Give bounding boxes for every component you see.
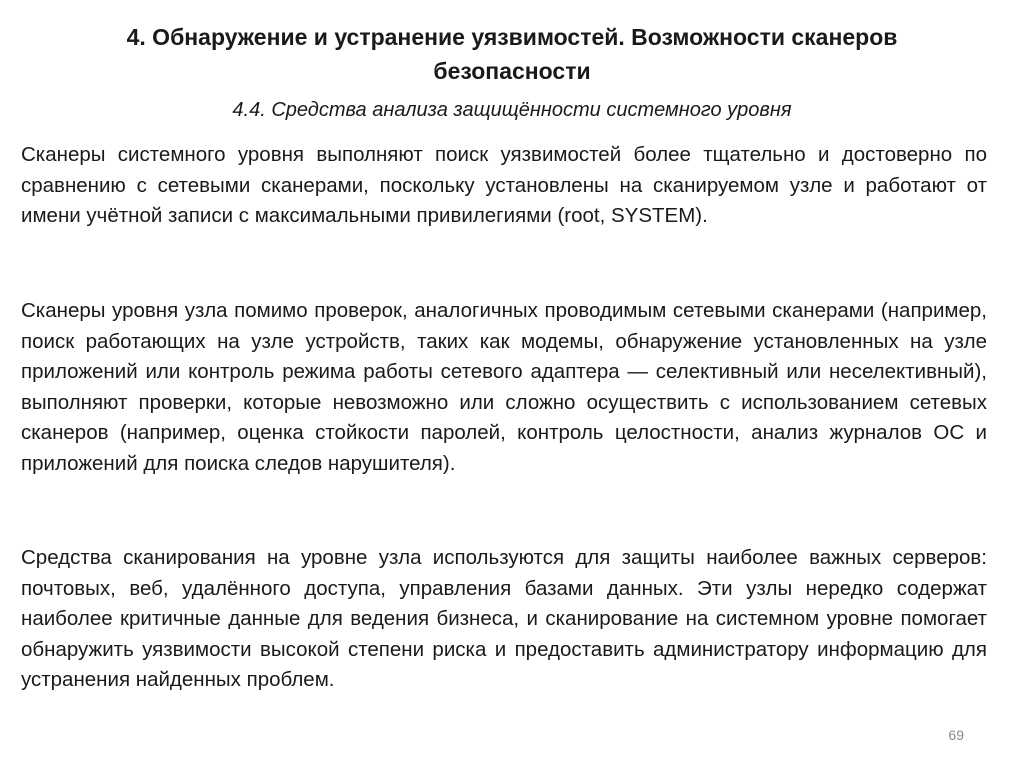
slide-title: 4. Обнаружение и устранение уязвимостей. Возможности сканеров безопасности [126,24,898,84]
paragraph-3: Средства сканирования на уровне узла используются для защиты наиболее важных серверов: почтовых, веб, удалённого доступа, управления базами данных. Эти узлы нередко содержат наиболее критичные данные для ведения бизнеса, и сканирование на системном уровне помогает обнаружить уязвимости высокой степени риска и предоставить администратору информацию для устранения найденных проблем. [21,546,987,692]
paragraph-2: Сканеры уровня узла помимо проверок, аналогичных проводимым сетевыми сканерами (например, поиск работающих на узле устройств, таких как модемы, обнаружение установленных на узле приложений или контроль режима работы сетевого адаптера — селективный или неселективный), выполняют проверки, которые невозможно или сложно осуществить с использованием сетевых сканеров (например, оценка стойкости паролей, контроль целостности, анализ журналов ОС и приложений для поиска следов нарушителя). [21,299,987,475]
page-number: 69 [948,727,964,743]
slide-subtitle: 4.4. Средства анализа защищённости системного уровня [232,99,792,121]
paragraph-1: Сканеры системного уровня выполняют поиск уязвимостей более тщательно и достоверно по сравнению с сетевыми сканерами, поскольку установлены на сканируемом узле и работают от имени учётной записи с максимальными привилегиями (root, SYSTEM). [21,143,987,228]
